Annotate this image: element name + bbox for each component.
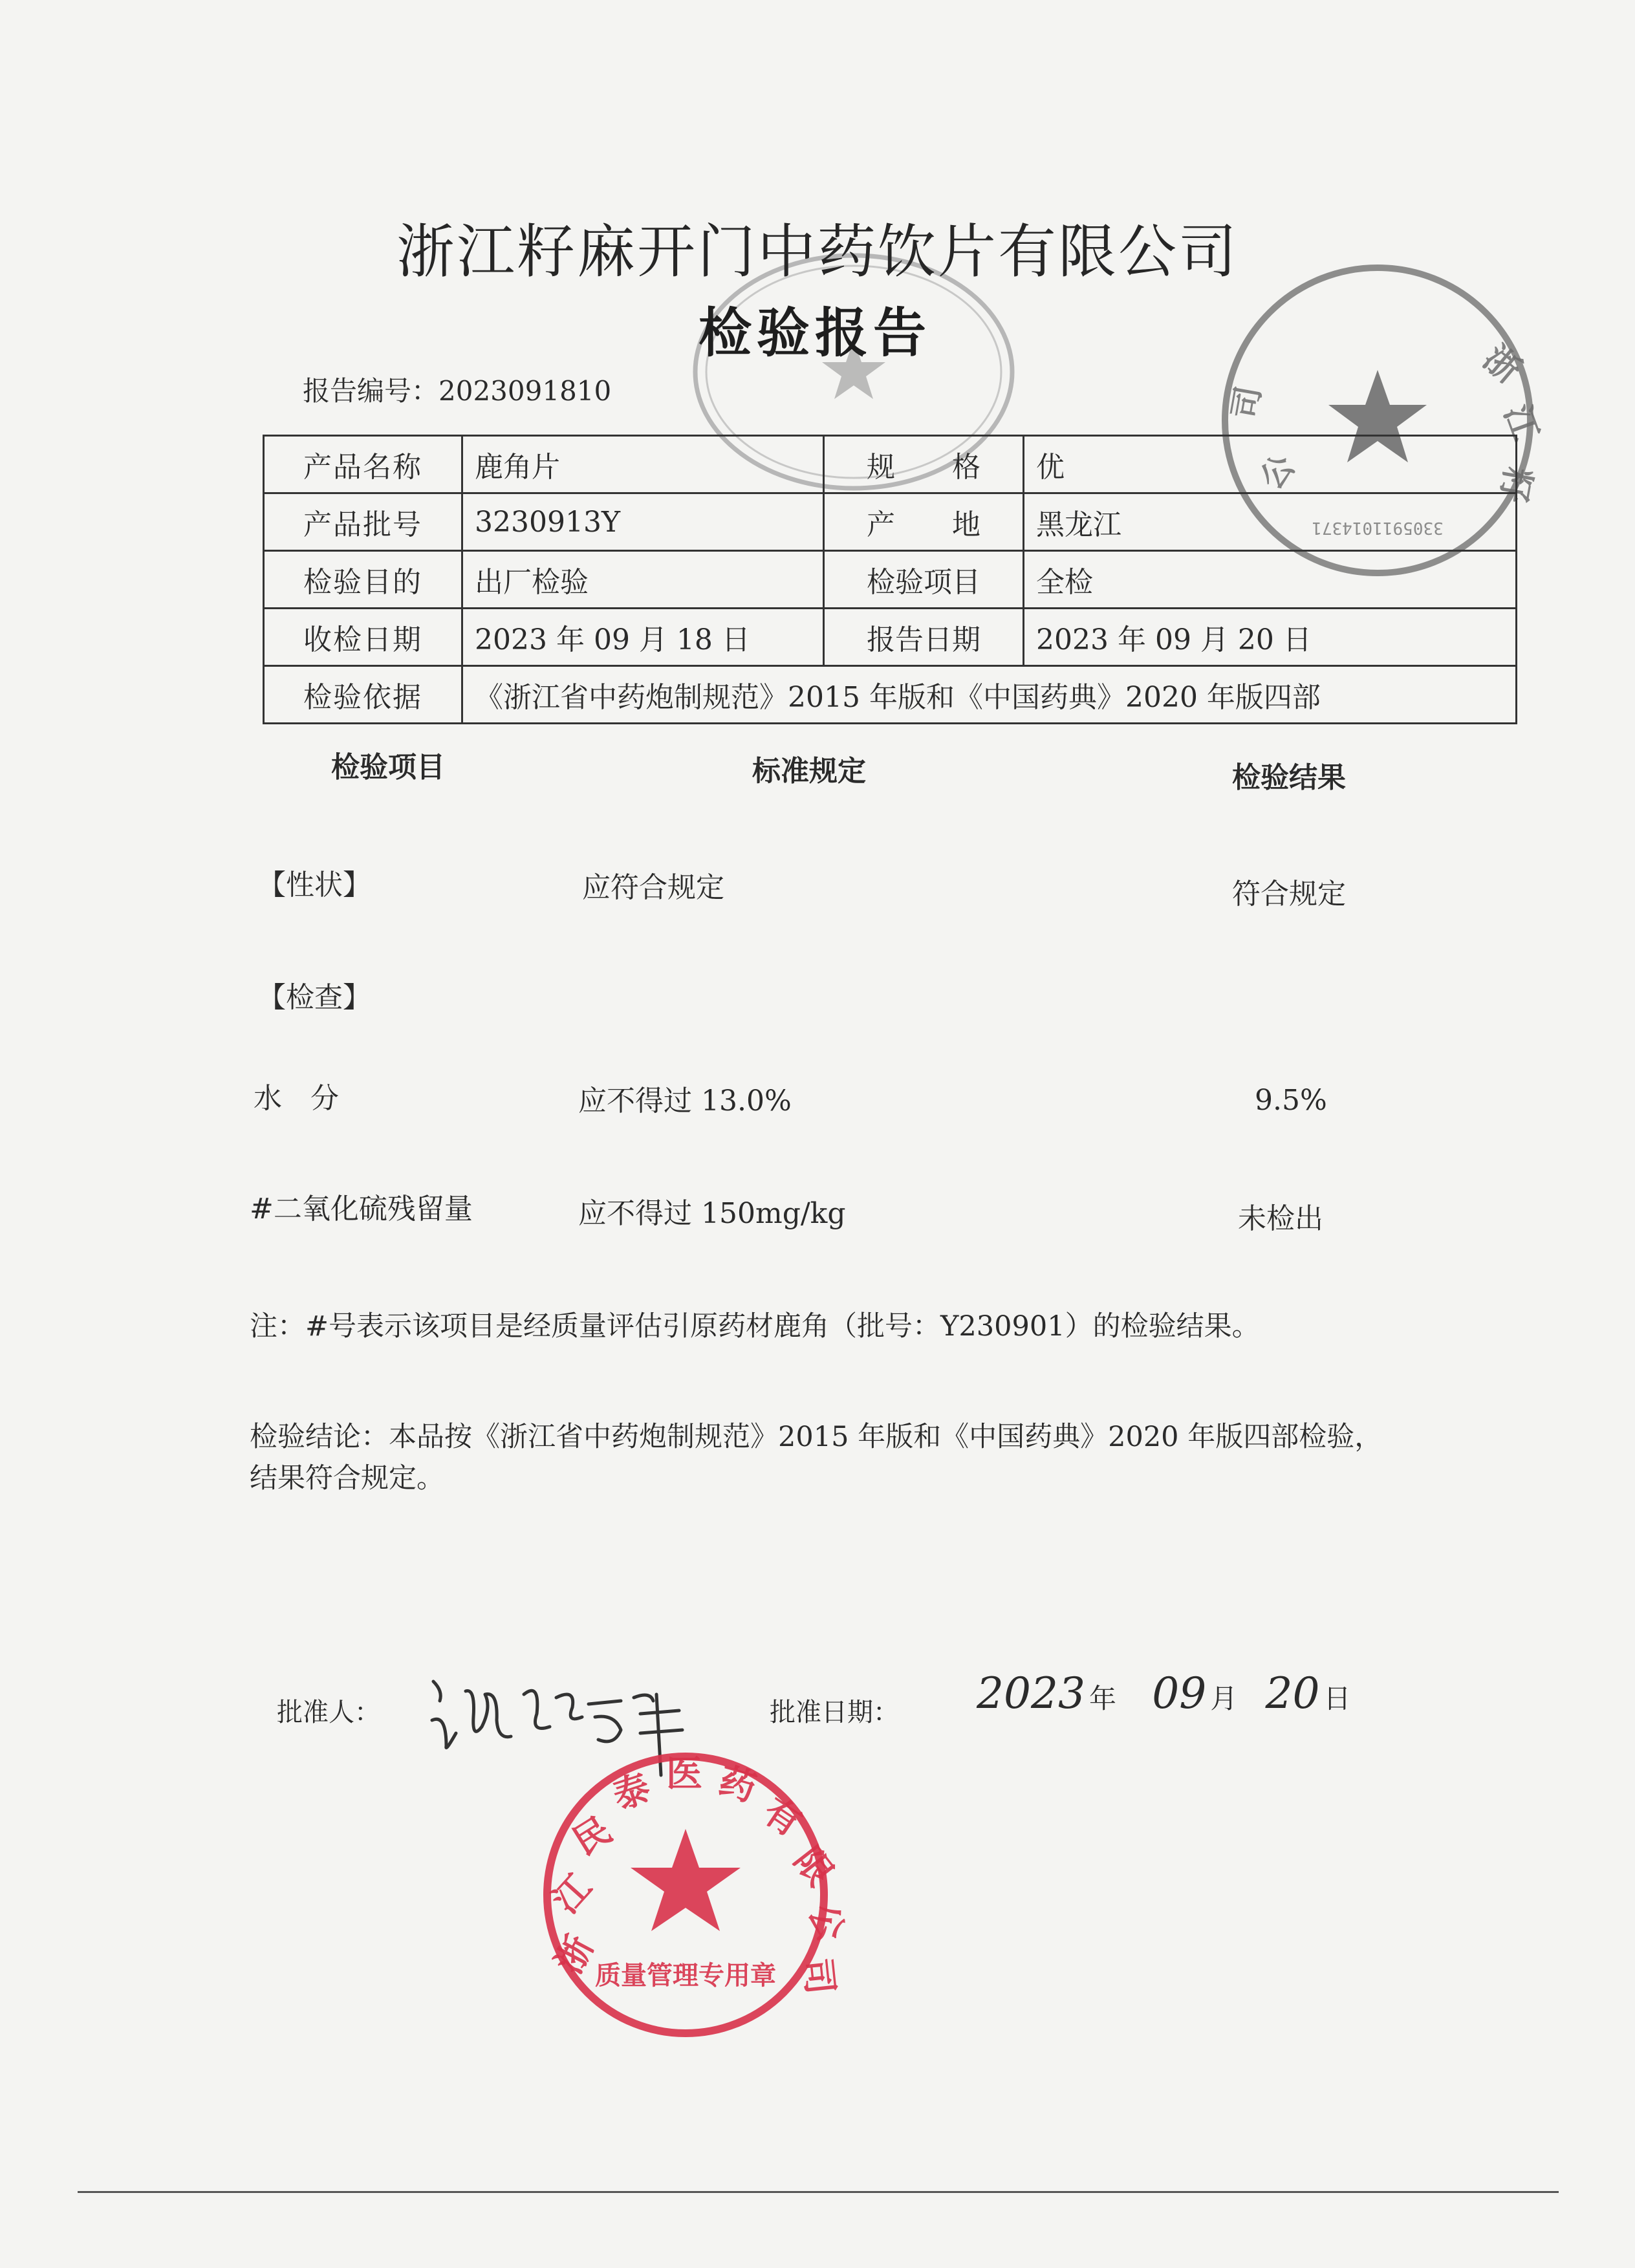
svg-text:民: 民 — [565, 1809, 619, 1864]
table-row — [264, 666, 1517, 724]
svg-text:浙: 浙 — [547, 1928, 602, 1981]
quality-management-red-stamp — [537, 1746, 853, 2044]
so2-result: 未检出 — [1238, 1202, 1323, 1235]
spec-value: 优 — [1024, 436, 1517, 493]
svg-text:公: 公 — [1252, 448, 1303, 497]
purpose-label: 检验目的 — [264, 551, 462, 609]
note-text: 注：#号表示该项目是经质量评估引原药材鹿角（批号：Y230901）的检验结果。 — [250, 1310, 1260, 1343]
svg-text:浙: 浙 — [1475, 337, 1529, 391]
so2-label: #二氧化硫残留量 — [250, 1193, 473, 1226]
svg-text:药: 药 — [714, 1759, 761, 1810]
header-item: 检验项目 — [331, 751, 445, 784]
svg-text:江: 江 — [545, 1866, 600, 1922]
table-row — [264, 551, 1517, 609]
so2-standard: 应不得过 150mg/kg — [578, 1197, 846, 1230]
svg-text:籽: 籽 — [1492, 464, 1539, 506]
header-result: 检验结果 — [1232, 761, 1346, 794]
approve-month: 09 — [1152, 1669, 1207, 1718]
basis-value: 《浙江省中药炮制规范》2015 年版和《中国药典》2020 年版四部 — [462, 666, 1517, 724]
svg-text:江: 江 — [1496, 399, 1547, 447]
approver-label: 批准人： — [277, 1698, 380, 1727]
svg-text:公: 公 — [800, 1897, 853, 1948]
batch-label: 产品批号 — [264, 493, 462, 551]
conclusion-line-1: 检验结论：本品按《浙江省中药炮制规范》2015 年版和《中国药典》2020 年版四部检验， — [250, 1421, 1383, 1453]
report-number-value: 2023091810 — [439, 375, 612, 407]
appearance-label: 【性状】 — [257, 869, 371, 902]
approve-year-unit: 年 — [1088, 1683, 1116, 1714]
moisture-standard: 应不得过 13.0% — [578, 1085, 792, 1118]
table-row — [264, 493, 1517, 551]
report-date-label: 报告日期 — [824, 609, 1024, 666]
svg-text:限: 限 — [785, 1839, 841, 1894]
received-date-value: 2023 年 09 月 18 日 — [462, 609, 824, 666]
svg-text:泰: 泰 — [608, 1767, 656, 1819]
items-label: 检验项目 — [824, 551, 1024, 609]
svg-text:3305911014371: 3305911014371 — [1312, 518, 1444, 537]
bottom-divider — [78, 2191, 1559, 2193]
moisture-result: 9.5% — [1255, 1084, 1327, 1117]
product-name-value: 鹿角片 — [462, 436, 824, 493]
moisture-label: 水 分 — [254, 1082, 339, 1115]
received-date-label: 收检日期 — [264, 609, 462, 666]
batch-value: 3230913Y — [462, 493, 824, 551]
report-title: 检验报告 — [698, 303, 931, 364]
report-date-value: 2023 年 09 月 20 日 — [1024, 609, 1517, 666]
origin-value: 黑龙江 — [1024, 493, 1517, 551]
approve-date-label: 批准日期： — [770, 1698, 899, 1727]
approve-year: 2023 — [977, 1669, 1085, 1718]
svg-text:医: 医 — [666, 1753, 702, 1795]
conclusion-line-2: 结果符合规定。 — [250, 1462, 444, 1495]
company-title: 浙江籽麻开门中药饮片有限公司 — [396, 218, 1239, 286]
product-info-table — [263, 435, 1517, 724]
table-row — [264, 609, 1517, 666]
appearance-result: 符合规定 — [1232, 878, 1346, 911]
basis-label: 检验依据 — [264, 666, 462, 724]
header-standard: 标准规定 — [752, 755, 866, 788]
check-label: 【检查】 — [257, 981, 371, 1014]
table-row — [264, 436, 1517, 493]
approve-day-unit: 日 — [1323, 1683, 1351, 1714]
svg-text:司: 司 — [796, 1956, 841, 1997]
report-number — [303, 370, 611, 409]
report-number-label: 报告编号： — [303, 375, 439, 407]
origin-label: 产 地 — [824, 493, 1024, 551]
svg-text:质量管理专用章: 质量管理专用章 — [595, 1961, 776, 1991]
items-value: 全检 — [1024, 551, 1517, 609]
svg-text:司: 司 — [1225, 383, 1268, 422]
appearance-standard: 应符合规定 — [582, 871, 724, 904]
approve-date-handwritten — [977, 1669, 1351, 1718]
purpose-value: 出厂检验 — [462, 551, 824, 609]
spec-label: 规 格 — [824, 436, 1024, 493]
svg-text:有: 有 — [755, 1789, 809, 1845]
approve-month-unit: 月 — [1210, 1683, 1238, 1714]
approve-day: 20 — [1265, 1669, 1320, 1718]
product-name-label: 产品名称 — [264, 436, 462, 493]
